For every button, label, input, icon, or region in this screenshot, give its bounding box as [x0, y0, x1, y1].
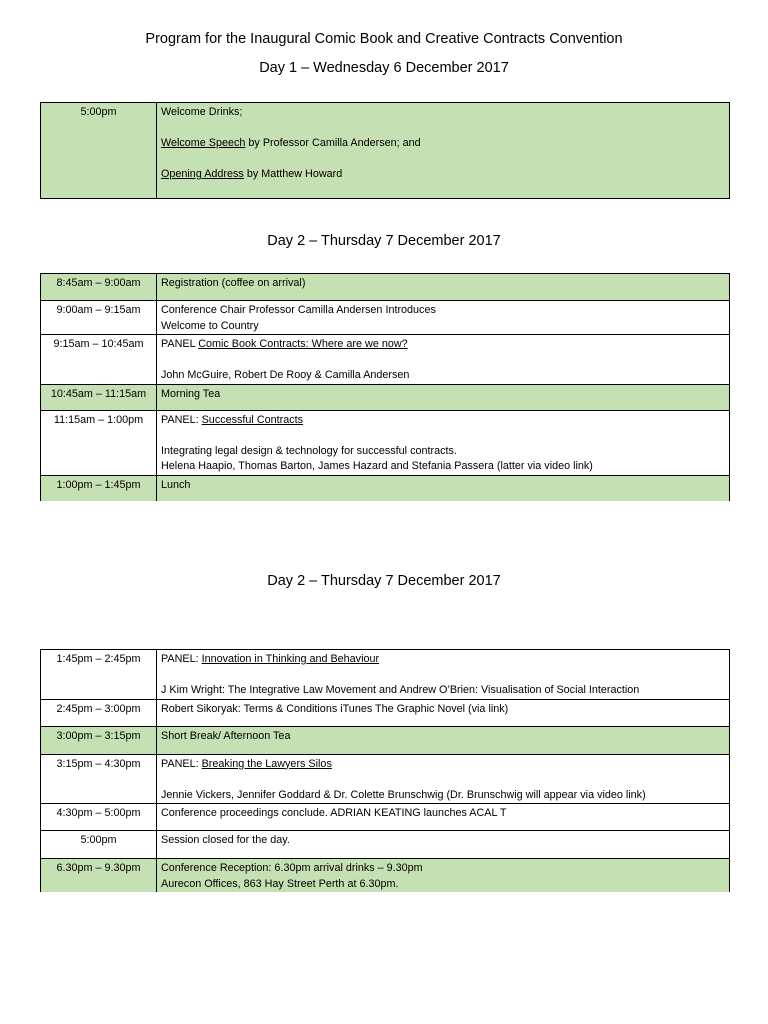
description-line: Conference Reception: 6.30pm arrival drinks – 9.30pm: [161, 862, 423, 874]
description-text: by Matthew Howard: [243, 168, 343, 180]
day1-schedule-table: [40, 102, 730, 199]
description-line: Integrating legal design & technology for successful contracts.: [161, 444, 457, 457]
description-cell: Lunch: [157, 475, 730, 501]
program-title: Program for the Inaugural Comic Book and Creative Contracts Convention: [145, 31, 623, 47]
time-cell: 2:45pm – 3:00pm: [41, 699, 157, 726]
time-cell: 6.30pm – 9.30pm: [41, 859, 157, 893]
description-text: PANEL: [161, 338, 199, 350]
description-cell: [157, 859, 730, 893]
description-cell: [157, 410, 730, 475]
description-line: Welcome to Country: [161, 319, 259, 332]
time-cell: 9:00am – 9:15am: [41, 301, 157, 335]
schedule-row: [41, 103, 730, 199]
description-text: PANEL:: [161, 757, 202, 770]
time-cell: 4:30pm – 5:00pm: [41, 804, 157, 831]
description-line: J Kim Wright: The Integrative Law Movement and Andrew O’Brien: Visualisation of Social Interaction: [161, 684, 640, 696]
schedule-row: [41, 410, 730, 475]
welcome-speech-link[interactable]: Welcome Speech: [161, 137, 246, 149]
time-cell: 9:15am – 10:45am: [41, 335, 157, 385]
description-cell: [157, 754, 730, 804]
day2-heading-afternoon: Day 2 – Thursday 7 December 2017: [267, 573, 501, 589]
description-cell: Morning Tea: [157, 384, 730, 410]
schedule-row: [41, 384, 730, 410]
description-cell: Conference proceedings conclude. ADRIAN KEATING launches ACAL T: [157, 804, 730, 831]
schedule-row: [41, 301, 730, 335]
description-line: Welcome Drinks;: [161, 106, 243, 118]
opening-address-link[interactable]: Opening Address: [161, 168, 244, 180]
time-cell: 11:15am – 1:00pm: [41, 410, 157, 475]
schedule-row: [41, 859, 730, 893]
schedule-row: [41, 475, 730, 501]
day2-morning-schedule-table: [40, 273, 730, 501]
schedule-row: [41, 754, 730, 804]
description-line: Jennie Vickers, Jennifer Goddard & Dr. Colette Brunschwig (Dr. Brunschwig will appear via video link): [161, 788, 646, 801]
schedule-row: [41, 831, 730, 859]
description-cell: [157, 650, 730, 700]
description-text: by Professor Camilla Andersen; and: [245, 137, 421, 149]
innovation-link[interactable]: Innovation in Thinking and Behaviour: [201, 653, 380, 665]
schedule-row: [41, 274, 730, 301]
time-cell: 1:00pm – 1:45pm: [41, 475, 157, 501]
description-text: PANEL:: [161, 413, 202, 426]
description-line: Aurecon Offices, 863 Hay Street Perth at 6.30pm.: [161, 877, 399, 890]
schedule-row: [41, 699, 730, 726]
description-line: John McGuire, Robert De Rooy & Camilla Andersen: [161, 369, 410, 381]
description-line: Conference Chair Professor Camilla Andersen Introduces: [161, 304, 436, 316]
time-cell: 3:00pm – 3:15pm: [41, 726, 157, 754]
schedule-row: [41, 650, 730, 700]
schedule-row: [41, 726, 730, 754]
time-cell: 5:00pm: [41, 831, 157, 859]
day2-heading-morning: Day 2 – Thursday 7 December 2017: [267, 233, 501, 249]
description-cell: Registration (coffee on arrival): [157, 274, 730, 301]
description-cell: [157, 103, 730, 199]
time-cell: 3:15pm – 4:30pm: [41, 754, 157, 804]
time-cell: 10:45am – 11:15am: [41, 384, 157, 410]
breaking-silos-link[interactable]: Breaking the Lawyers Silos: [201, 757, 332, 770]
time-cell: 1:45pm – 2:45pm: [41, 650, 157, 700]
description-cell: [157, 301, 730, 335]
description-cell: Short Break/ Afternoon Tea: [157, 726, 730, 754]
schedule-row: [41, 335, 730, 385]
time-cell: 5:00pm: [41, 103, 157, 199]
description-line: Helena Haapio, Thomas Barton, James Hazard and Stefania Passera (latter via video link): [161, 460, 593, 472]
comic-book-contracts-link[interactable]: Comic Book Contracts: Where are we now?: [198, 338, 408, 350]
description-text: PANEL:: [161, 653, 202, 665]
description-cell: [157, 335, 730, 385]
description-cell: Robert Sikoryak: Terms & Conditions iTunes The Graphic Novel (via link): [157, 699, 730, 726]
description-cell: Session closed for the day.: [157, 831, 730, 859]
successful-contracts-link[interactable]: Successful Contracts: [201, 413, 304, 426]
time-cell: 8:45am – 9:00am: [41, 274, 157, 301]
day2-afternoon-schedule-table: [40, 649, 730, 892]
day1-heading: Day 1 – Wednesday 6 December 2017: [259, 60, 509, 76]
schedule-row: [41, 804, 730, 831]
